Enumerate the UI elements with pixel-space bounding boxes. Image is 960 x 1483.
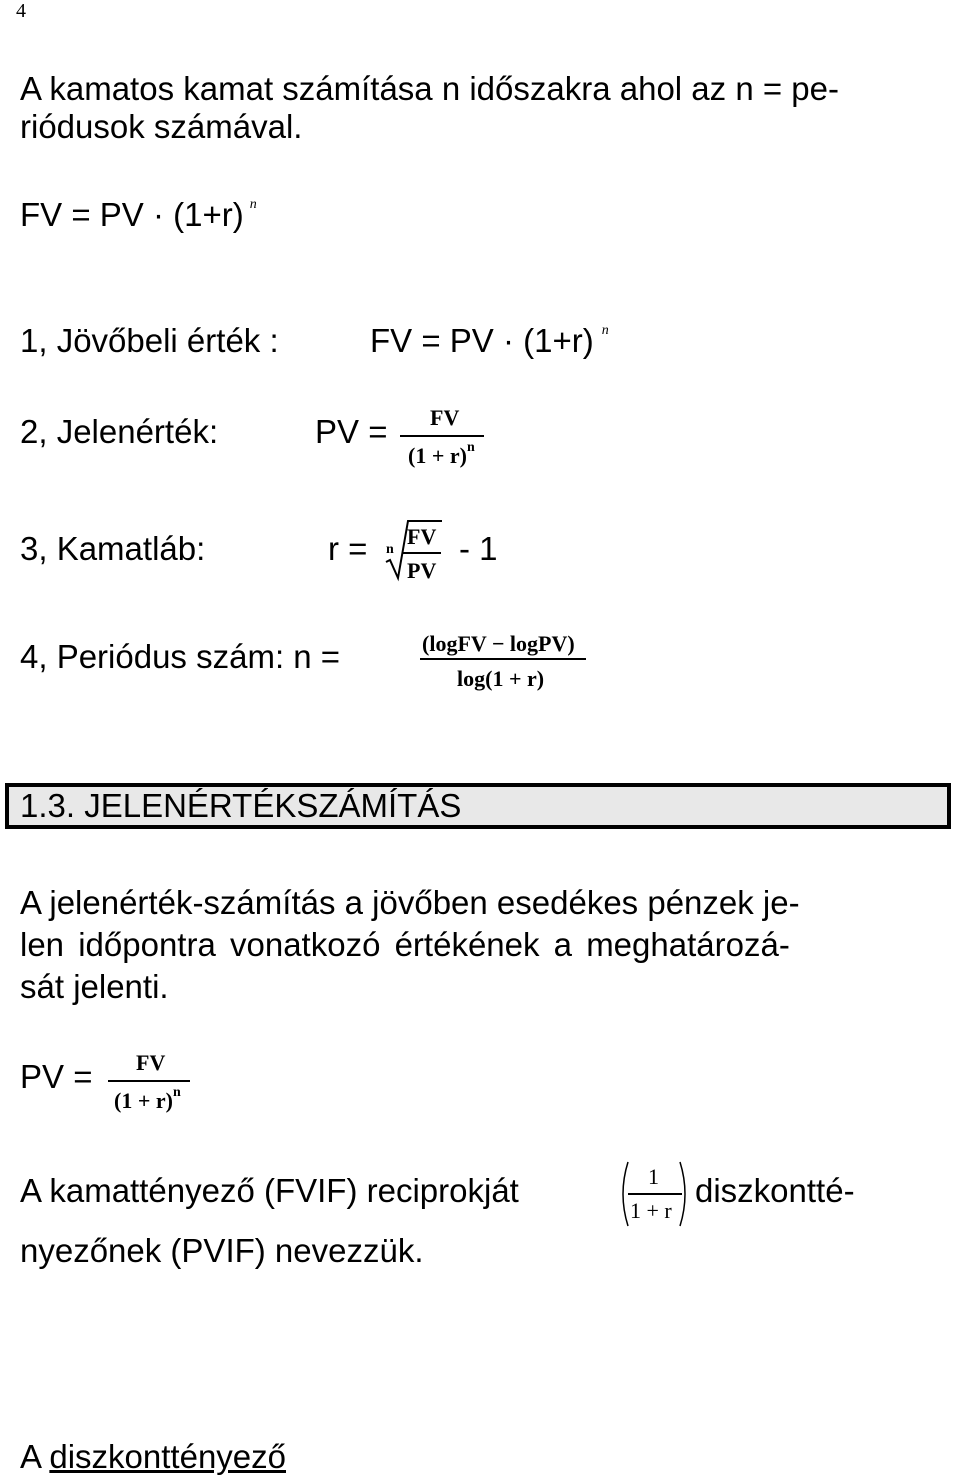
item3-fraction-bar [403,552,441,554]
factor-denominator: 1 + r [630,1198,672,1223]
item2-denominator [408,440,475,469]
factor-line-2: nyezőnek (PVIF) nevezzük. [20,1232,424,1269]
item3-tail: - 1 [459,530,498,567]
item4-denominator: log(1 + r) [457,666,545,691]
item3-label: 3, Kamatláb: [20,530,206,567]
item3-numerator: FV [407,524,437,549]
section-title: 1.3. JELENÉRTÉKSZÁMÍTÁS [20,787,462,824]
intro-line-2: riódusok számával. [20,108,303,145]
item2-numerator: FV [430,405,460,430]
factor-fraction-bar [628,1193,682,1195]
factor-text-after: diszkontté- [695,1172,855,1209]
factor-numerator: 1 [648,1164,659,1189]
para-line-3: sát jelenti. [20,968,169,1005]
pv-formula-denominator-text: (1 + r) [114,1088,173,1113]
item4-numerator: (logFV − logPV) [422,631,575,656]
footer-line [20,1438,286,1476]
intro-line-1: A kamatos kamat számítása n időszakra ahol az n = pe- [20,70,839,107]
item2-denominator-text: (1 + r) [408,443,467,468]
para-line-2: len időpontra vonatkozó értékének a meghatározá- [20,926,790,963]
item3-lhs: r = [328,530,368,567]
item4-label: 4, Periódus szám: n = [20,638,341,675]
item1-formula-text: FV = PV · (1+r) [370,322,594,359]
main-formula [20,196,257,234]
item1-exponent: n [601,323,609,338]
factor-text-before: A kamattényező (FVIF) reciprokját [20,1172,519,1209]
pv-formula-lhs: PV = [20,1058,93,1095]
para-line-1: A jelenérték-számítás a jövőben esedékes pénzek je- [20,884,800,921]
item2-fraction-bar [400,435,484,437]
pv-formula-exponent: n [172,1085,181,1100]
item2-label: 2, Jelenérték: [20,413,219,450]
item4-fraction-bar [420,658,586,660]
item2-lhs: PV = [315,413,388,450]
footer-prefix: A [20,1438,50,1475]
item3-root-index: n [386,542,394,557]
item1-label: 1, Jövőbeli érték : [20,322,279,359]
page-number: 4 [16,0,26,22]
item3-denominator: PV [407,558,437,583]
main-formula-exponent: n [249,197,257,212]
pv-formula-numerator: FV [136,1050,166,1075]
item2-exponent: n [466,440,475,455]
main-formula-text: FV = PV · (1+r) [20,196,244,233]
diszkonttenyezo-link[interactable]: diszkonttényező [49,1438,286,1475]
pv-formula-fraction-bar [108,1080,190,1082]
item1-formula [370,322,609,360]
pv-formula-denominator [114,1085,181,1114]
